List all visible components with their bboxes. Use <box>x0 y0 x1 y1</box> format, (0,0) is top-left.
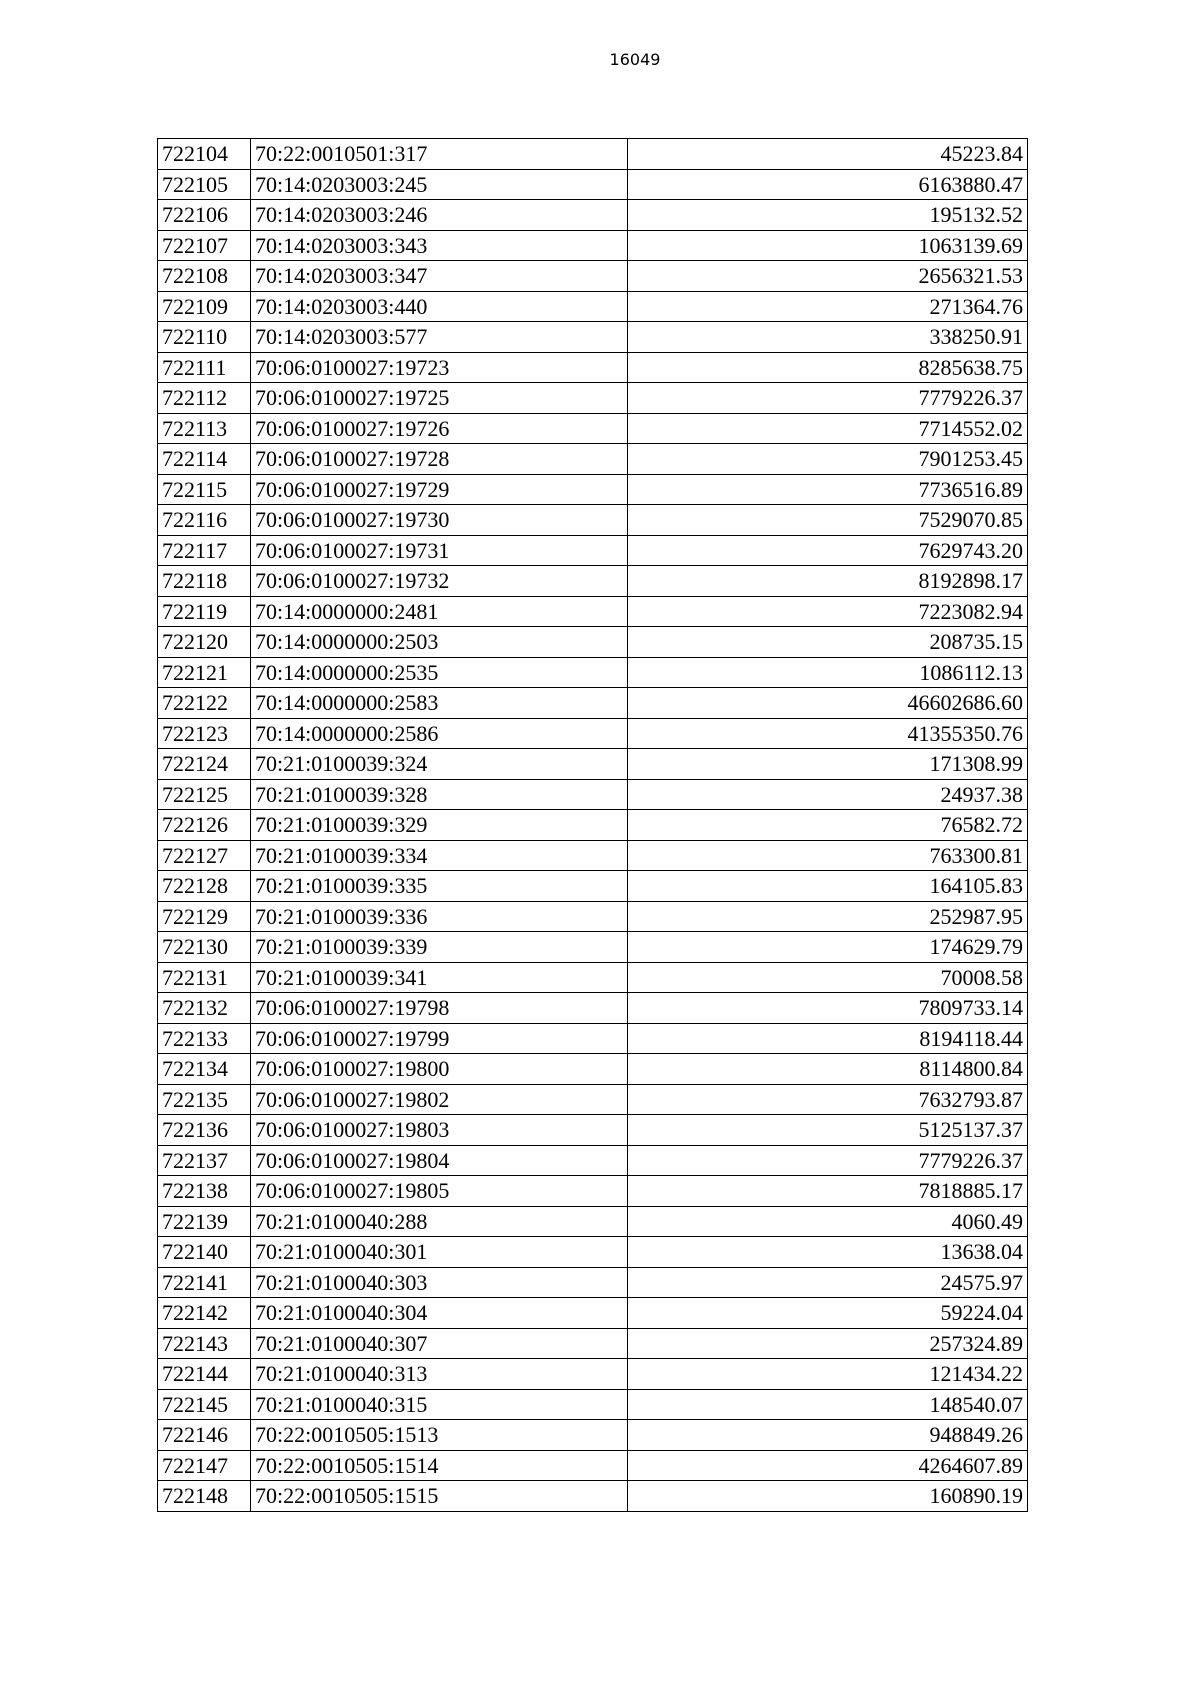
cadastral-number-cell: 70:22:0010505:1513 <box>251 1420 628 1451</box>
row-number-cell: 722107 <box>158 230 251 261</box>
cadastral-number-cell: 70:14:0203003:577 <box>251 322 628 353</box>
table-row <box>158 901 1028 932</box>
cadastral-number-cell: 70:06:0100027:19732 <box>251 566 628 597</box>
row-number-cell: 722125 <box>158 779 251 810</box>
value-cell: 160890.19 <box>628 1481 1028 1512</box>
value-cell: 948849.26 <box>628 1420 1028 1451</box>
cadastral-number-cell: 70:21:0100039:329 <box>251 810 628 841</box>
value-cell: 7779226.37 <box>628 1145 1028 1176</box>
value-cell: 7529070.85 <box>628 505 1028 536</box>
row-number-cell: 722109 <box>158 291 251 322</box>
row-number-cell: 722144 <box>158 1359 251 1390</box>
table-row <box>158 1450 1028 1481</box>
table-row <box>158 1084 1028 1115</box>
row-number-cell: 722126 <box>158 810 251 841</box>
row-number-cell: 722136 <box>158 1115 251 1146</box>
row-number-cell: 722120 <box>158 627 251 658</box>
table-row <box>158 1359 1028 1390</box>
row-number-cell: 722141 <box>158 1267 251 1298</box>
value-cell: 252987.95 <box>628 901 1028 932</box>
cadastral-number-cell: 70:06:0100027:19799 <box>251 1023 628 1054</box>
table-row <box>158 1481 1028 1512</box>
row-number-cell: 722106 <box>158 200 251 231</box>
row-number-cell: 722135 <box>158 1084 251 1115</box>
value-cell: 171308.99 <box>628 749 1028 780</box>
table-row <box>158 1328 1028 1359</box>
cadastral-number-cell: 70:06:0100027:19805 <box>251 1176 628 1207</box>
value-cell: 8192898.17 <box>628 566 1028 597</box>
table-row <box>158 352 1028 383</box>
value-cell: 121434.22 <box>628 1359 1028 1390</box>
cadastral-number-cell: 70:06:0100027:19730 <box>251 505 628 536</box>
row-number-cell: 722113 <box>158 413 251 444</box>
row-number-cell: 722108 <box>158 261 251 292</box>
row-number-cell: 722131 <box>158 962 251 993</box>
row-number-cell: 722132 <box>158 993 251 1024</box>
table-row <box>158 474 1028 505</box>
row-number-cell: 722111 <box>158 352 251 383</box>
cadastral-number-cell: 70:14:0203003:343 <box>251 230 628 261</box>
row-number-cell: 722128 <box>158 871 251 902</box>
value-cell: 24575.97 <box>628 1267 1028 1298</box>
cadastral-number-cell: 70:06:0100027:19728 <box>251 444 628 475</box>
value-cell: 8194118.44 <box>628 1023 1028 1054</box>
value-cell: 1086112.13 <box>628 657 1028 688</box>
table-row <box>158 261 1028 292</box>
row-number-cell: 722140 <box>158 1237 251 1268</box>
value-cell: 7818885.17 <box>628 1176 1028 1207</box>
row-number-cell: 722142 <box>158 1298 251 1329</box>
cadastral-number-cell: 70:21:0100039:324 <box>251 749 628 780</box>
table-row <box>158 535 1028 566</box>
table-row <box>158 413 1028 444</box>
table-row <box>158 383 1028 414</box>
value-cell: 148540.07 <box>628 1389 1028 1420</box>
row-number-cell: 722127 <box>158 840 251 871</box>
value-cell: 4264607.89 <box>628 1450 1028 1481</box>
row-number-cell: 722129 <box>158 901 251 932</box>
table-row <box>158 779 1028 810</box>
value-cell: 5125137.37 <box>628 1115 1028 1146</box>
row-number-cell: 722147 <box>158 1450 251 1481</box>
value-cell: 338250.91 <box>628 322 1028 353</box>
table-row <box>158 1267 1028 1298</box>
table-row <box>158 596 1028 627</box>
cadastral-number-cell: 70:06:0100027:19725 <box>251 383 628 414</box>
table-row <box>158 1054 1028 1085</box>
cadastral-number-cell: 70:22:0010501:317 <box>251 139 628 170</box>
row-number-cell: 722105 <box>158 169 251 200</box>
cadastral-number-cell: 70:14:0000000:2481 <box>251 596 628 627</box>
cadastral-number-cell: 70:21:0100040:301 <box>251 1237 628 1268</box>
cadastral-number-cell: 70:14:0203003:440 <box>251 291 628 322</box>
table-row <box>158 749 1028 780</box>
page-number: 16049 <box>609 50 661 69</box>
table-row <box>158 1389 1028 1420</box>
value-cell: 7223082.94 <box>628 596 1028 627</box>
registry-table <box>157 138 1028 1512</box>
row-number-cell: 722143 <box>158 1328 251 1359</box>
value-cell: 7736516.89 <box>628 474 1028 505</box>
value-cell: 8285638.75 <box>628 352 1028 383</box>
table-row <box>158 657 1028 688</box>
cadastral-number-cell: 70:21:0100040:315 <box>251 1389 628 1420</box>
cadastral-number-cell: 70:14:0203003:245 <box>251 169 628 200</box>
table-row <box>158 169 1028 200</box>
value-cell: 1063139.69 <box>628 230 1028 261</box>
cadastral-number-cell: 70:21:0100040:288 <box>251 1206 628 1237</box>
table-row <box>158 139 1028 170</box>
cadastral-number-cell: 70:21:0100040:303 <box>251 1267 628 1298</box>
table-row <box>158 627 1028 658</box>
value-cell: 257324.89 <box>628 1328 1028 1359</box>
row-number-cell: 722119 <box>158 596 251 627</box>
value-cell: 7714552.02 <box>628 413 1028 444</box>
cadastral-number-cell: 70:14:0203003:246 <box>251 200 628 231</box>
cadastral-number-cell: 70:06:0100027:19726 <box>251 413 628 444</box>
table-row <box>158 810 1028 841</box>
cadastral-number-cell: 70:06:0100027:19723 <box>251 352 628 383</box>
table-row <box>158 1420 1028 1451</box>
table-row <box>158 444 1028 475</box>
value-cell: 208735.15 <box>628 627 1028 658</box>
cadastral-number-cell: 70:21:0100039:328 <box>251 779 628 810</box>
table-row <box>158 1298 1028 1329</box>
row-number-cell: 722134 <box>158 1054 251 1085</box>
table-row <box>158 566 1028 597</box>
value-cell: 59224.04 <box>628 1298 1028 1329</box>
value-cell: 70008.58 <box>628 962 1028 993</box>
table-row <box>158 871 1028 902</box>
cadastral-number-cell: 70:14:0000000:2503 <box>251 627 628 658</box>
row-number-cell: 722123 <box>158 718 251 749</box>
table-row <box>158 1176 1028 1207</box>
cadastral-number-cell: 70:21:0100040:307 <box>251 1328 628 1359</box>
row-number-cell: 722124 <box>158 749 251 780</box>
cadastral-number-cell: 70:21:0100040:304 <box>251 1298 628 1329</box>
table-row <box>158 230 1028 261</box>
cadastral-number-cell: 70:21:0100039:339 <box>251 932 628 963</box>
table-row <box>158 962 1028 993</box>
cadastral-number-cell: 70:21:0100039:334 <box>251 840 628 871</box>
value-cell: 45223.84 <box>628 139 1028 170</box>
row-number-cell: 722133 <box>158 1023 251 1054</box>
row-number-cell: 722117 <box>158 535 251 566</box>
row-number-cell: 722114 <box>158 444 251 475</box>
value-cell: 174629.79 <box>628 932 1028 963</box>
registry-table-body <box>158 139 1028 1512</box>
cadastral-number-cell: 70:06:0100027:19731 <box>251 535 628 566</box>
table-row <box>158 1145 1028 1176</box>
value-cell: 7632793.87 <box>628 1084 1028 1115</box>
table-row <box>158 993 1028 1024</box>
row-number-cell: 722148 <box>158 1481 251 1512</box>
cadastral-number-cell: 70:22:0010505:1514 <box>251 1450 628 1481</box>
cadastral-number-cell: 70:22:0010505:1515 <box>251 1481 628 1512</box>
table-row <box>158 322 1028 353</box>
row-number-cell: 722138 <box>158 1176 251 1207</box>
value-cell: 271364.76 <box>628 291 1028 322</box>
table-row <box>158 688 1028 719</box>
row-number-cell: 722121 <box>158 657 251 688</box>
value-cell: 763300.81 <box>628 840 1028 871</box>
table-row <box>158 1115 1028 1146</box>
cadastral-number-cell: 70:14:0000000:2583 <box>251 688 628 719</box>
table-row <box>158 932 1028 963</box>
cadastral-number-cell: 70:06:0100027:19803 <box>251 1115 628 1146</box>
value-cell: 4060.49 <box>628 1206 1028 1237</box>
value-cell: 195132.52 <box>628 200 1028 231</box>
cadastral-number-cell: 70:06:0100027:19729 <box>251 474 628 505</box>
table-row <box>158 840 1028 871</box>
row-number-cell: 722115 <box>158 474 251 505</box>
value-cell: 164105.83 <box>628 871 1028 902</box>
row-number-cell: 722137 <box>158 1145 251 1176</box>
table-row <box>158 505 1028 536</box>
value-cell: 7779226.37 <box>628 383 1028 414</box>
table-row <box>158 291 1028 322</box>
row-number-cell: 722146 <box>158 1420 251 1451</box>
row-number-cell: 722112 <box>158 383 251 414</box>
table-row <box>158 718 1028 749</box>
cadastral-number-cell: 70:21:0100039:336 <box>251 901 628 932</box>
value-cell: 8114800.84 <box>628 1054 1028 1085</box>
value-cell: 6163880.47 <box>628 169 1028 200</box>
value-cell: 2656321.53 <box>628 261 1028 292</box>
row-number-cell: 722118 <box>158 566 251 597</box>
table-row <box>158 1206 1028 1237</box>
cadastral-number-cell: 70:21:0100039:341 <box>251 962 628 993</box>
value-cell: 41355350.76 <box>628 718 1028 749</box>
row-number-cell: 722145 <box>158 1389 251 1420</box>
value-cell: 46602686.60 <box>628 688 1028 719</box>
cadastral-number-cell: 70:06:0100027:19800 <box>251 1054 628 1085</box>
cadastral-number-cell: 70:06:0100027:19802 <box>251 1084 628 1115</box>
cadastral-number-cell: 70:14:0000000:2586 <box>251 718 628 749</box>
cadastral-number-cell: 70:21:0100039:335 <box>251 871 628 902</box>
row-number-cell: 722122 <box>158 688 251 719</box>
row-number-cell: 722130 <box>158 932 251 963</box>
row-number-cell: 722139 <box>158 1206 251 1237</box>
value-cell: 7809733.14 <box>628 993 1028 1024</box>
cadastral-number-cell: 70:06:0100027:19798 <box>251 993 628 1024</box>
cadastral-number-cell: 70:06:0100027:19804 <box>251 1145 628 1176</box>
value-cell: 7901253.45 <box>628 444 1028 475</box>
value-cell: 7629743.20 <box>628 535 1028 566</box>
value-cell: 13638.04 <box>628 1237 1028 1268</box>
row-number-cell: 722110 <box>158 322 251 353</box>
row-number-cell: 722104 <box>158 139 251 170</box>
value-cell: 76582.72 <box>628 810 1028 841</box>
table-row <box>158 1023 1028 1054</box>
table-row <box>158 200 1028 231</box>
cadastral-number-cell: 70:14:0203003:347 <box>251 261 628 292</box>
table-row <box>158 1237 1028 1268</box>
row-number-cell: 722116 <box>158 505 251 536</box>
value-cell: 24937.38 <box>628 779 1028 810</box>
cadastral-number-cell: 70:14:0000000:2535 <box>251 657 628 688</box>
cadastral-number-cell: 70:21:0100040:313 <box>251 1359 628 1390</box>
